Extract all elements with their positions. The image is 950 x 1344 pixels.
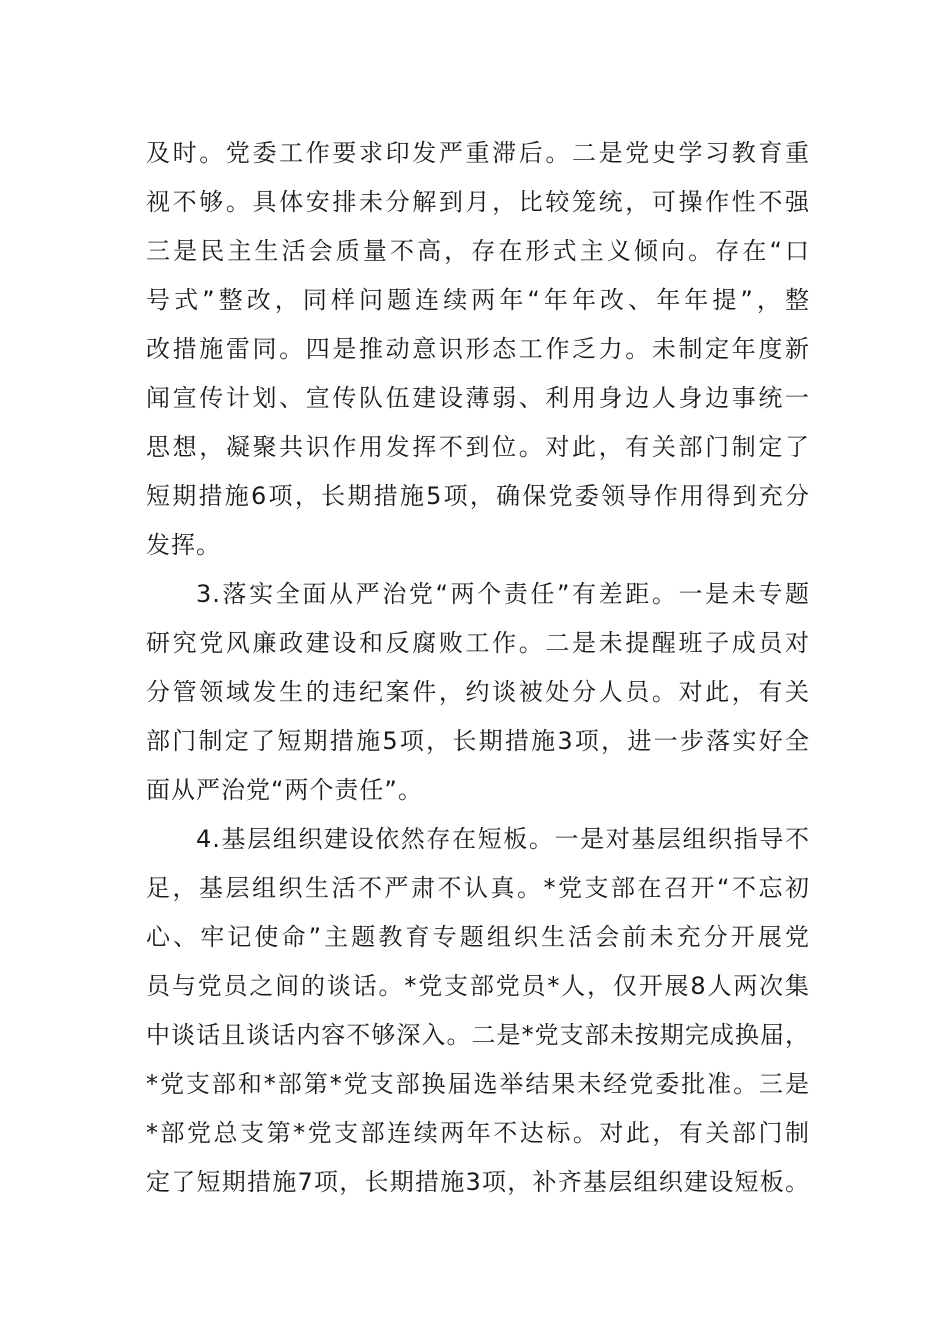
section-heading-line: 4.基层组织建设依然存在短板。一是对基层组织指导不 — [196, 825, 810, 853]
text-line: 足，基层组织生活不严肃不认真。*党支部在召开“不忘初 — [146, 874, 810, 902]
text-line: 号式”整改，同样问题连续两年“年年改、年年提”，整 — [146, 286, 810, 314]
text-line: 改措施雷同。四是推动意识形态工作乏力。未制定年度新 — [146, 335, 810, 363]
text-line: 研究党风廉政建设和反腐败工作。二是未提醒班子成员对 — [146, 629, 810, 657]
text-line: 心、牢记使命”主题教育专题组织生活会前未充分开展党 — [146, 923, 810, 951]
section-heading-line: 3.落实全面从严治党“两个责任”有差距。一是未专题 — [196, 580, 810, 608]
text-line: 定了短期措施7项，长期措施3项，补齐基层组织建设短板。 — [146, 1168, 810, 1196]
text-line: *部党总支第*党支部连续两年不达标。对此，有关部门制 — [146, 1119, 810, 1147]
text-line: 视不够。具体安排未分解到月，比较笼统，可操作性不强 — [146, 188, 810, 216]
text-line: 及时。党委工作要求印发严重滞后。二是党史学习教育重 — [146, 139, 810, 167]
text-line: 部门制定了短期措施5项，长期措施3项，进一步落实好全 — [146, 727, 810, 755]
text-line: 短期措施6项，长期措施5项，确保党委领导作用得到充分 — [146, 482, 810, 510]
text-line: 发挥。 — [146, 531, 221, 559]
text-line: 员与党员之间的谈话。*党支部党员*人，仅开展8人两次集 — [146, 972, 810, 1000]
text-line: 闻宣传计划、宣传队伍建设薄弱、利用身边人身边事统一 — [146, 384, 810, 412]
text-line: 分管领域发生的违纪案件，约谈被处分人员。对此，有关 — [146, 678, 810, 706]
text-line: 中谈话且谈话内容不够深入。二是*党支部未按期完成换届， — [146, 1021, 810, 1049]
text-line: 三是民主生活会质量不高，存在形式主义倾向。存在“口 — [146, 237, 810, 265]
text-line: *党支部和*部第*党支部换届选举结果未经党委批准。三是 — [146, 1070, 810, 1098]
text-line: 思想，凝聚共识作用发挥不到位。对此，有关部门制定了 — [146, 433, 810, 461]
text-line: 面从严治党“两个责任”。 — [146, 776, 423, 804]
